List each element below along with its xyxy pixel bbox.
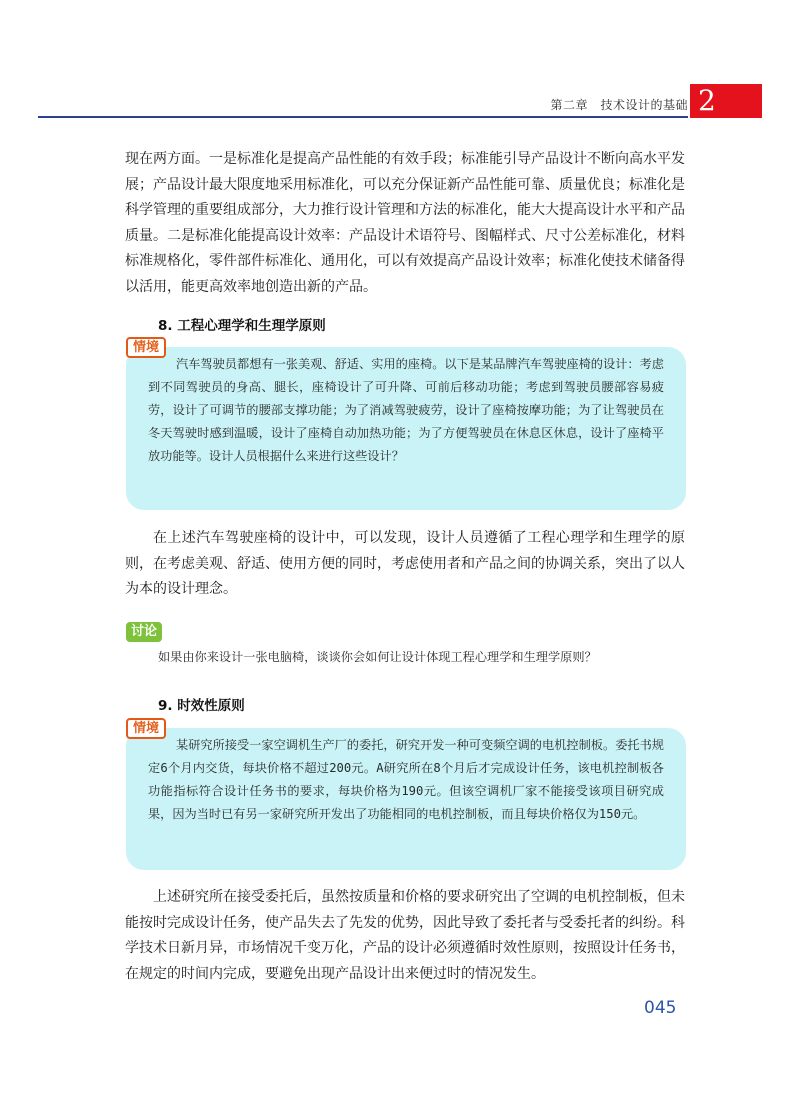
paragraph-standardization: 现在两方面。一是标准化是提高产品性能的有效手段；标准能引导产品设计不断向高水平发展；产品设计最大限度地采用标准化，可以充分保证新产品性能可靠、质量优良；标准化是科学管理的重要组成部分，大力推行设计管理和方法的标准化，能大大提高设计水平和产品质量。二是标准化能提高设计效率：产品设计术语符号、图幅样式、尺寸公差标准化，材料标准规格化，零件部件标准化、通用化，可以有效提高产品设计效率；标准化使技术储备得以活用，能更高效率地创造出新的产品。 xyxy=(125,151,685,295)
scenario-text-board: 某研究所接受一家空调机生产厂的委托，研究开发一种可变频空调的电机控制板。委托书规定6个月内交货，每块价格不超过200元。A研究所在8个月后才完成设计任务，该电机控制板各功能指标符合设计任务书的要求，每块价格为190元。但该空调机厂家不能接受该项目研究成果，因为当时已有另一家研究所开发出了功能相同的电机控制板，而且每块价格仅为150元。 xyxy=(148,738,664,821)
paragraph-ergonomics: 在上述汽车驾驶座椅的设计中，可以发现，设计人员遵循了工程心理学和生理学的原则，在考虑美观、舒适、使用方便的同时，考虑使用者和产品之间的协调关系，突出了以人为本的设计理念。 xyxy=(125,530,685,597)
section-heading-8: 8. 工程心理学和生理学原则 xyxy=(158,318,326,334)
chapter-title: 第二章 技术设计的基础 xyxy=(550,98,688,112)
qingjing-label: 情境 xyxy=(126,337,166,358)
page-header xyxy=(0,0,800,120)
scenario-text-seat: 汽车驾驶员都想有一张美观、舒适、实用的座椅。以下是某品牌汽车驾驶座椅的设计：考虑到不同驾驶员的身高、腿长，座椅设计了可升降、可前后移动功能；考虑到驾驶员腰部容易疲劳，设计了可调节的腰部支撑功能；为了消减驾驶疲劳，设计了座椅按摩功能；为了让驾驶员在冬天驾驶时感到温暖，设计了座椅自动加热功能；为了方便驾驶员在休息区休息，设计了座椅平放功能等。设计人员根据什么来进行这些设计？ xyxy=(148,357,664,463)
qingjing-label-2: 情境 xyxy=(126,718,166,739)
scenario-box-board xyxy=(126,728,686,870)
chapter-number-badge: 2 xyxy=(690,84,762,118)
header-divider xyxy=(38,116,688,118)
page-number: 045 xyxy=(644,998,677,1018)
taolun-label: 讨论 xyxy=(126,622,162,642)
discussion-text: 如果由你来设计一张电脑椅，谈谈你会如何让设计体现工程心理学和生理学原则？ xyxy=(158,650,597,664)
paragraph-timeliness: 上述研究所在接受委托后，虽然按质量和价格的要求研究出了空调的电机控制板，但未能按时完成设计任务，使产品失去了先发的优势，因此导致了委托者与受委托者的纠纷。科学技术日新月异，市场情况千变万化，产品的设计必须遵循时效性原则，按照设计任务书，在规定的时间内完成，要避免出现产品设计出来便过时的情况发生。 xyxy=(125,889,685,982)
section-heading-9: 9. 时效性原则 xyxy=(158,698,245,714)
scenario-box-seat xyxy=(126,347,686,510)
